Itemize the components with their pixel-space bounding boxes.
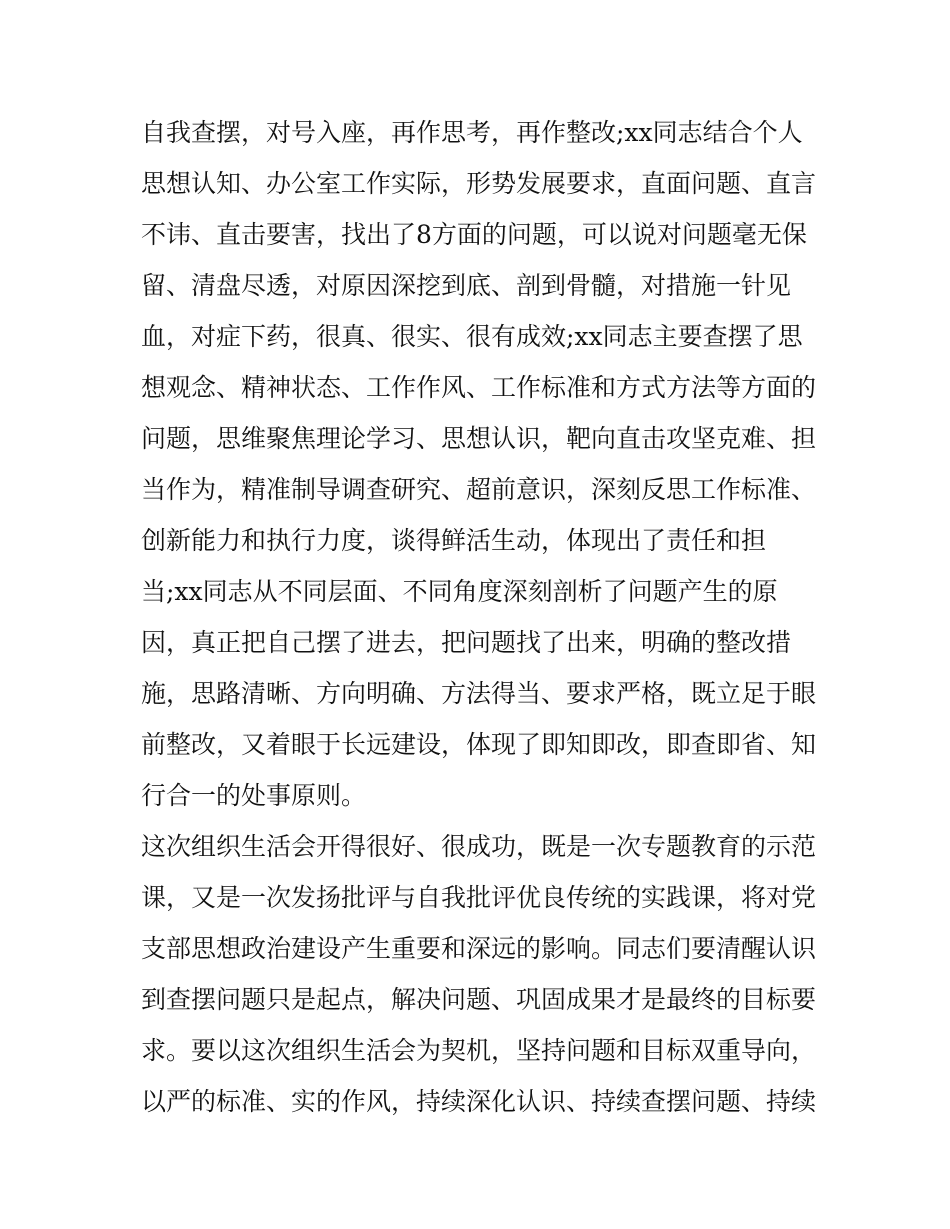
text-line: 自我查摆，对号入座，再作思考，再作整改;xx同志结合个人 <box>141 118 803 147</box>
text-line: 当作为，精准制导调查研究、超前意识，深刻反思工作标准、 <box>141 475 817 504</box>
text-line: 施，思路清晰、方向明确、方法得当、要求严格，既立足于眼 <box>141 679 817 708</box>
text-line: 不讳、直击要害，找出了8方面的问题，可以说对问题毫无保 <box>141 220 807 249</box>
text-line: 想观念、精神状态、工作作风、工作标准和方式方法等方面的 <box>141 373 817 402</box>
text-line: 课，又是一次发扬批评与自我批评优良传统的实践课，将对党 <box>141 883 817 912</box>
text-line: 因，真正把自己摆了进去，把问题找了出来，明确的整改措 <box>141 628 792 657</box>
text-line: 留、清盘尽透，对原因深挖到底、剖到骨髓，对措施一针见 <box>141 271 792 300</box>
text-line: 当;xx同志从不同层面、不同角度深刻剖析了问题产生的原 <box>141 577 778 606</box>
text-line: 血，对症下药，很真、很实、很有成效;xx同志主要查摆了思 <box>141 322 803 351</box>
text-line: 以严的标准、实的作风，持续深化认识、持续查摆问题、持续 <box>141 1087 817 1116</box>
text-line: 问题，思维聚焦理论学习、思想认识，靶向直击攻坚克难、担 <box>141 424 817 453</box>
text-line: 行合一的处事原则。 <box>141 781 367 810</box>
text-line: 思想认知、办公室工作实际，形势发展要求，直面问题、直言 <box>141 169 817 198</box>
body-text <box>141 107 821 1127</box>
text-line: 求。要以这次组织生活会为契机，坚持问题和目标双重导向， <box>141 1036 817 1065</box>
text-line: 创新能力和执行力度，谈得鲜活生动，体现出了责任和担 <box>141 526 767 555</box>
text-line: 这次组织生活会开得很好、很成功，既是一次专题教育的示范 <box>141 832 817 861</box>
text-line: 支部思想政治建设产生重要和深远的影响。同志们要清醒认识 <box>141 934 817 963</box>
text-line: 前整改，又着眼于长远建设，体现了即知即改，即查即省、知 <box>141 730 817 759</box>
text-line: 到查摆问题只是起点，解决问题、巩固成果才是最终的目标要 <box>141 985 817 1014</box>
